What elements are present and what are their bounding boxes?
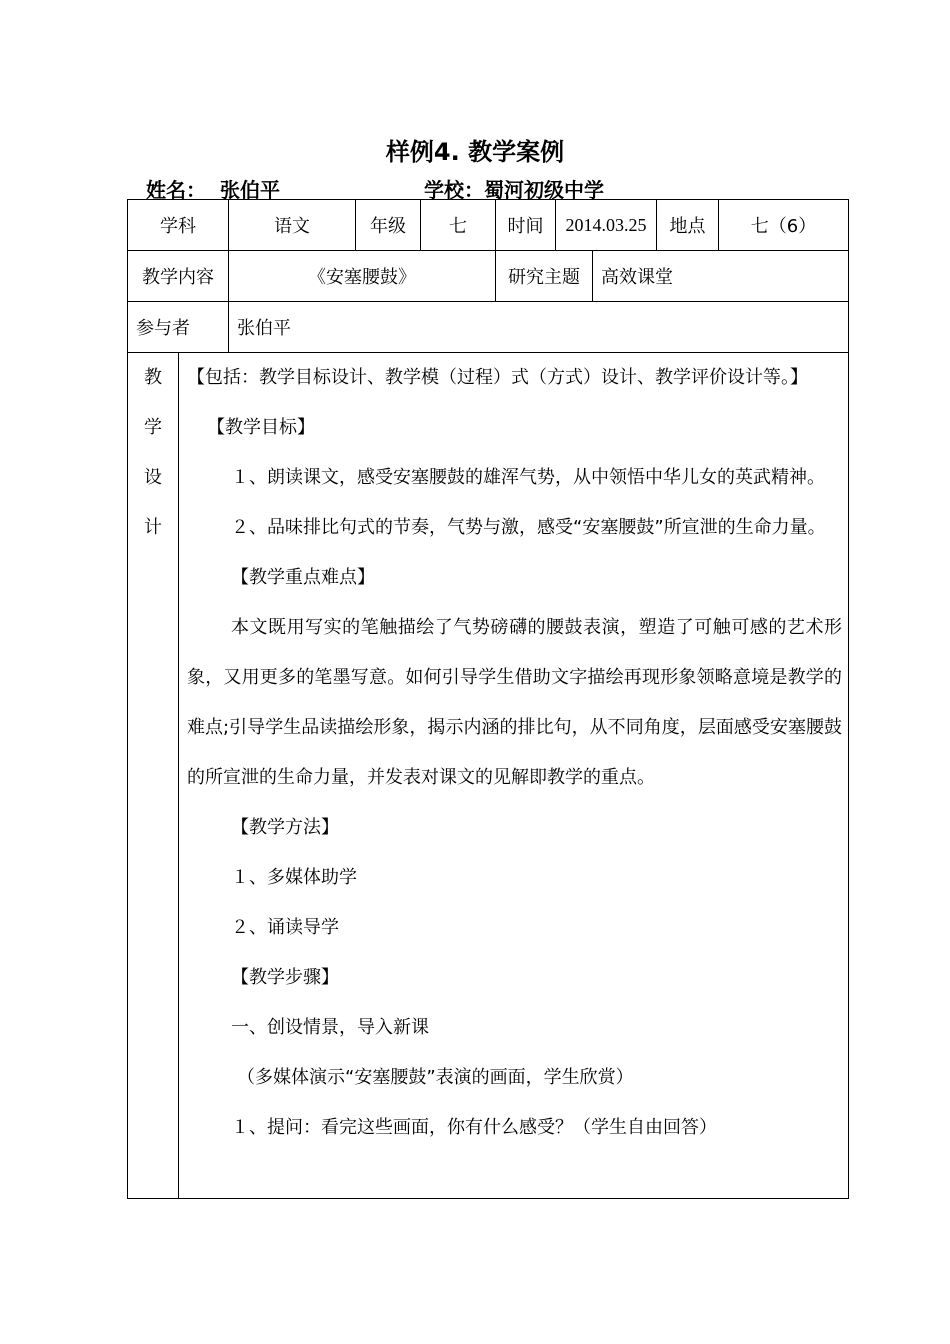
goal-heading: 【教学目标】	[207, 417, 315, 438]
info-row-3	[128, 302, 849, 353]
grade-value: 七	[421, 200, 496, 251]
content-label: 教学内容	[128, 251, 229, 302]
topic-value: 高效课堂	[593, 251, 849, 302]
method-2: ２、诵读导学	[231, 917, 339, 938]
design-label-char: 教	[144, 367, 162, 388]
participants-label: 参与者	[128, 302, 229, 353]
method-heading: 【教学方法】	[231, 817, 339, 838]
goal-1: １、朗读课文，感受安塞腰鼓的雄浑气势，从中领悟中华儿女的英武精神。	[231, 467, 825, 488]
page-title: 样例4. 教学案例	[385, 138, 565, 166]
time-label: 时间	[496, 200, 556, 251]
topic-label: 研究主题	[496, 251, 593, 302]
step-1: 一、创设情景，导入新课	[231, 1017, 429, 1038]
design-label-char: 学	[144, 417, 162, 438]
subject-label: 学科	[128, 200, 229, 251]
school-label: 学校：	[424, 178, 484, 202]
key-heading: 【教学重点难点】	[231, 567, 375, 588]
content-value: 《安塞腰鼓》	[229, 251, 496, 302]
name-label: 姓名：	[146, 178, 206, 202]
place-value: 七（6）	[719, 200, 849, 251]
step-1-question: １、提问：看完这些画面，你有什么感受？（学生自由回答）	[231, 1117, 717, 1138]
place-label: 地点	[657, 200, 719, 251]
steps-heading: 【教学步骤】	[231, 967, 339, 988]
subject-value: 语文	[229, 200, 356, 251]
design-row	[128, 353, 849, 1199]
step-1-note: （多媒体演示“安塞腰鼓”表演的画面，学生欣赏）	[237, 1067, 634, 1088]
grade-label: 年级	[356, 200, 421, 251]
participants-value: 张伯平	[229, 302, 849, 353]
design-label-char: 设	[144, 467, 162, 488]
time-value: 2014.03.25	[556, 200, 657, 251]
method-1: １、多媒体助学	[231, 867, 357, 888]
info-row-2	[128, 251, 849, 302]
goal-2: ２、品味排比句式的节奏，气势与激，感受“安塞腰鼓”所宣泄的生命力量。	[231, 517, 826, 538]
lesson-table	[127, 199, 849, 1199]
design-body	[179, 353, 849, 1199]
design-label-char: 计	[144, 517, 162, 538]
school-value: 蜀河初级中学	[484, 178, 604, 202]
design-intro: 【包括：教学目标设计、教学模（过程）式（方式）设计、教学评价设计等。】	[187, 367, 808, 388]
name-value: 张伯平	[220, 178, 280, 202]
design-label	[128, 353, 179, 1199]
info-row-1	[128, 200, 849, 251]
key-text: 本文既用写实的笔触描绘了气势磅礴的腰鼓表演，塑造了可触可感的艺术形象，又用更多的笔墨写意。如何引导学生借助文字描绘再现形象领略意境是教学的难点;引导学生品读描绘形象，揭示内涵的排比句，从不同角度，层面感受安塞腰鼓的所宣泄的生命力量，并发表对课文的见解即教学的重点。	[187, 617, 842, 788]
